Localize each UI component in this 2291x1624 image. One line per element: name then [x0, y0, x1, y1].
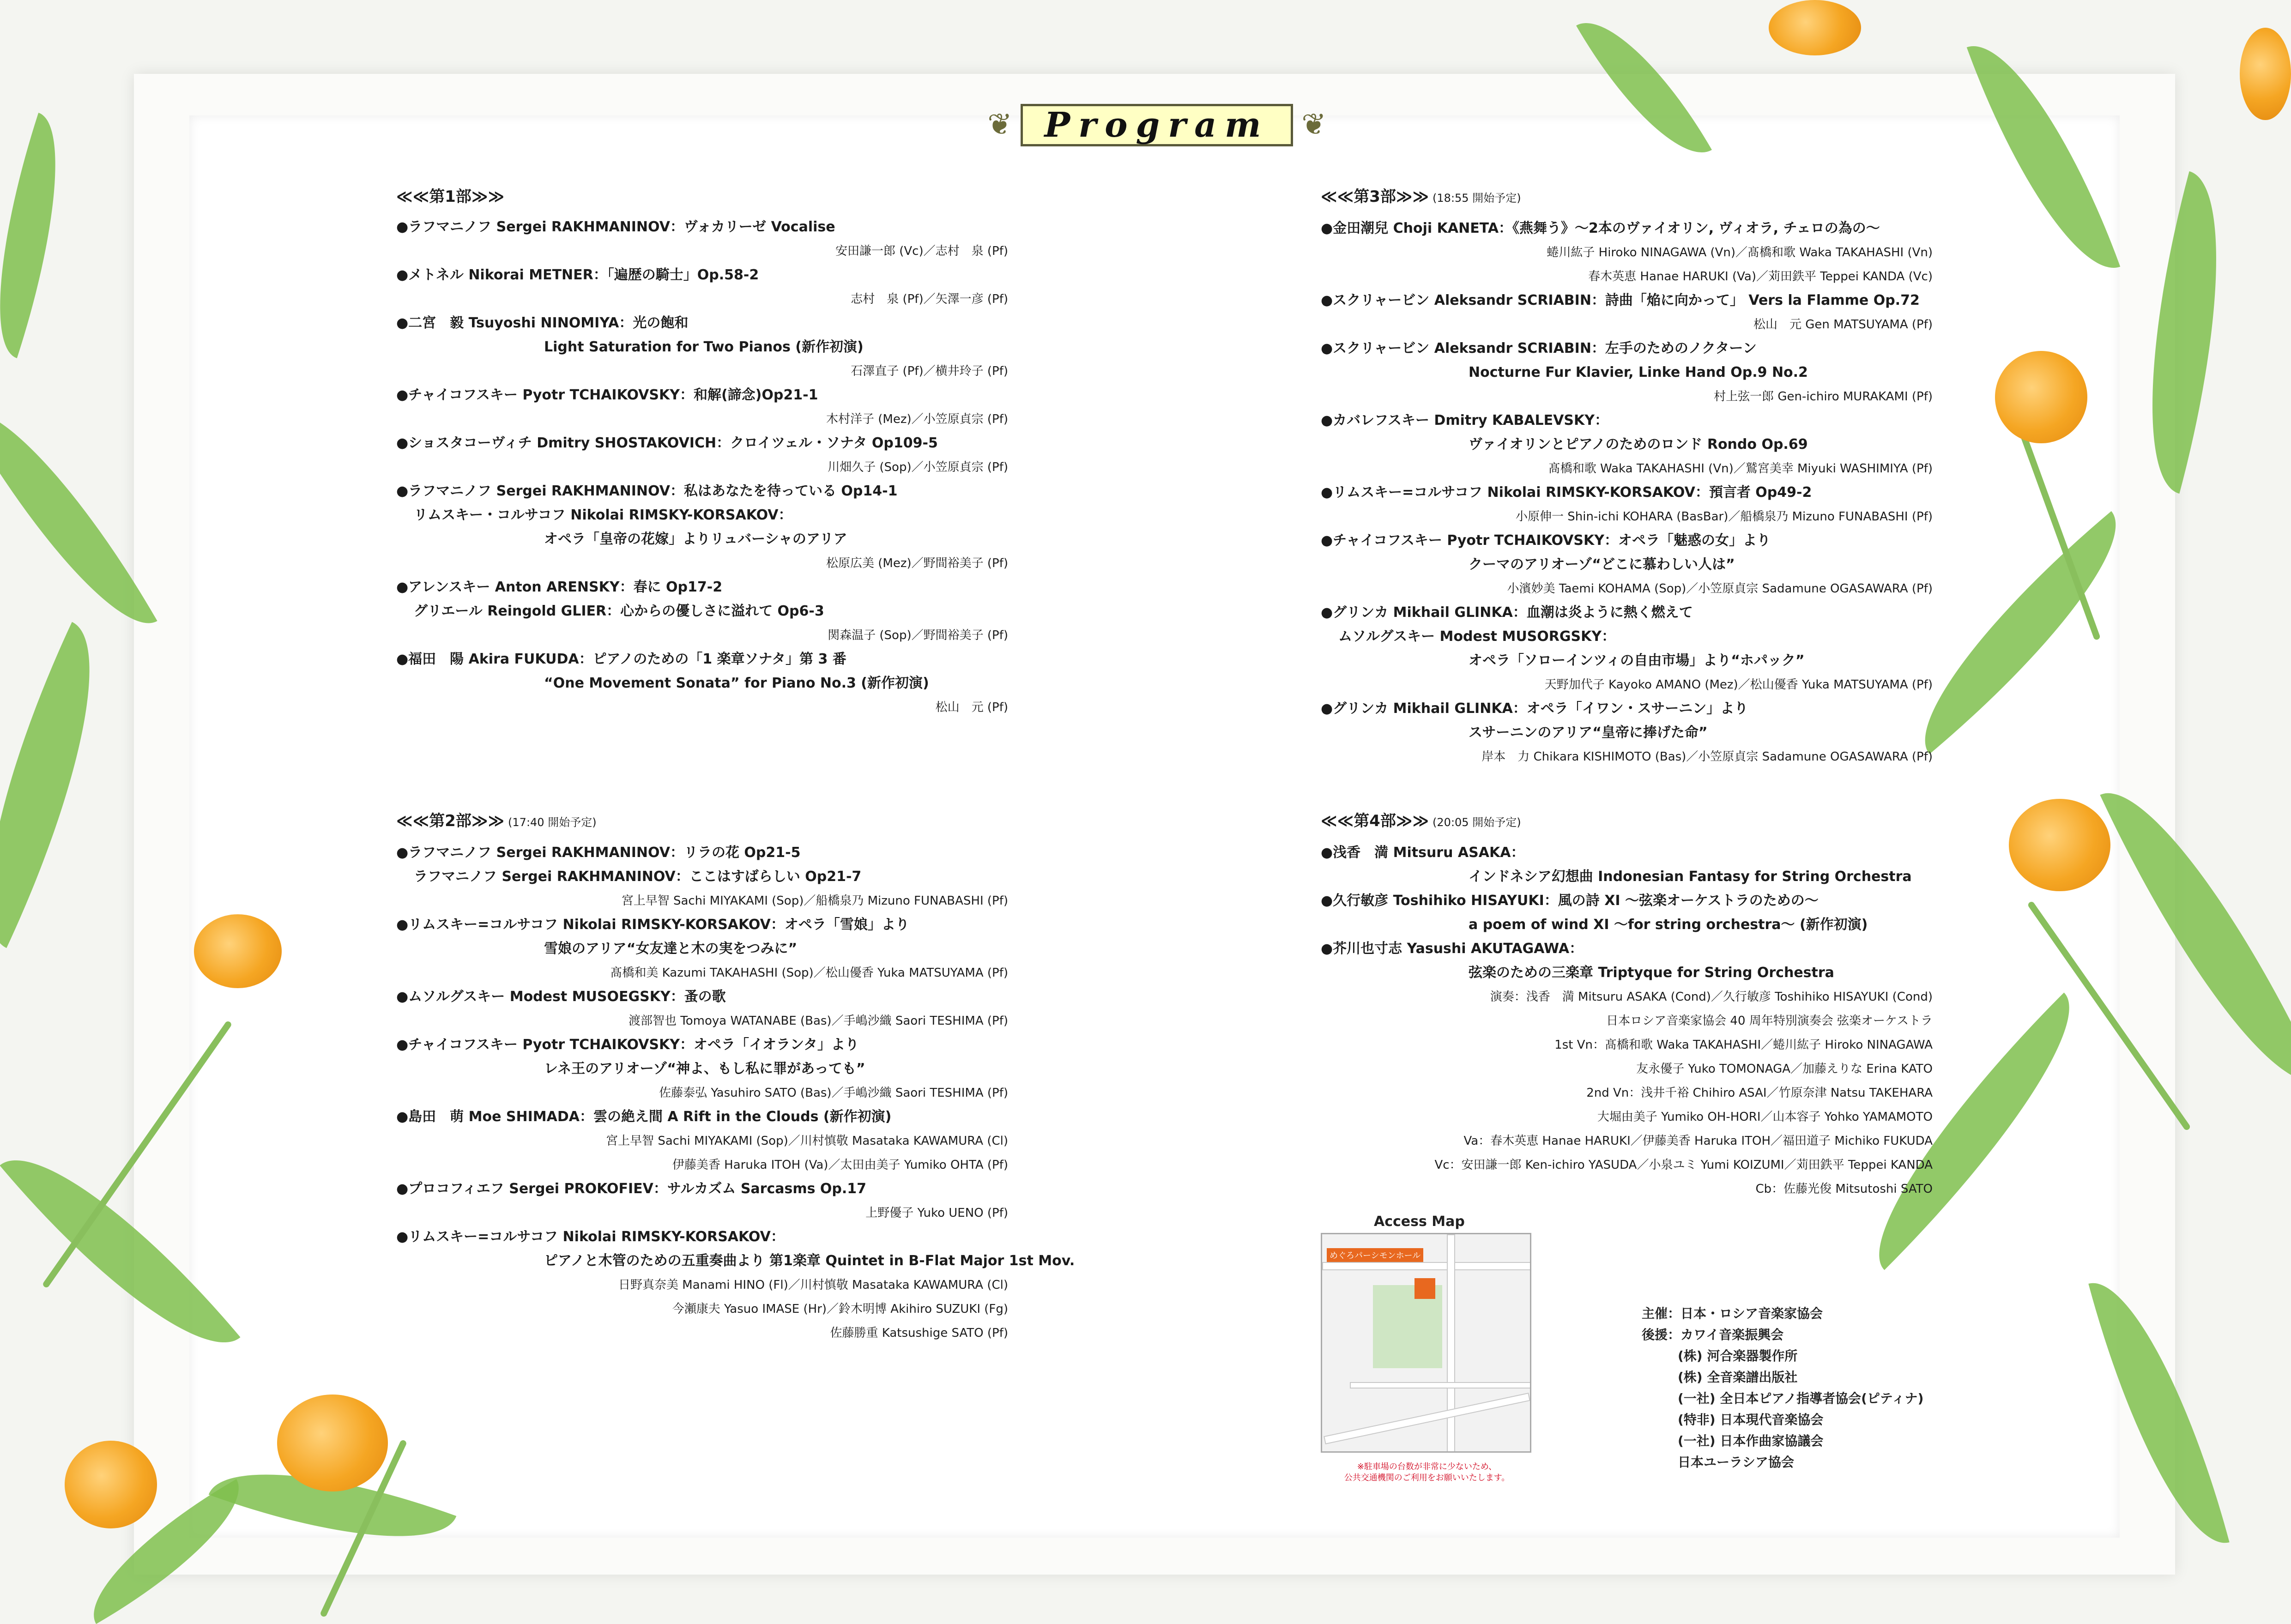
program-item [396, 263, 1008, 311]
part3-items [1321, 217, 1933, 769]
piece-title: ●スクリャービン Aleksandr SCRIABIN：詩曲「焔に向かって」 Vers la Flamme Op.72 [1321, 292, 1920, 308]
piece-title: ●ムソルグスキー Modest MUSOEGSKY：蚤の歌 [396, 989, 726, 1005]
performers: 木村洋子 (Mez)／小笠原貞宗 (Pf) [826, 412, 1008, 426]
program-item [396, 913, 1008, 985]
piece-detail: クーマのアリオーゾ“どこに慕わしい人は” [1469, 556, 1735, 573]
performers: 石澤直子 (Pf)／横井玲子 (Pf) [851, 364, 1008, 378]
section-heading: ≪≪第1部≫≫ [396, 187, 505, 206]
performers: 蜷川紘子 Hiroko NINAGAWA (Vn)／髙橋和歌 Waka TAKAHASHI (Vn) [1547, 246, 1933, 260]
program-item [1321, 601, 1933, 697]
program-item [1321, 289, 1933, 337]
piece-subtitle: ムソルグスキー Modest MUSORGSKY： [1338, 628, 1616, 645]
piece-detail: オペラ「皇帝の花嫁」よりリュバーシャのアリア [544, 531, 847, 547]
performers: 日野真奈美 Manami HINO (Fl)／川村慎敬 Masataka KAWAMURA (Cl) [618, 1278, 1008, 1292]
performers: 渡部智也 Tomoya WATANABE (Bas)／手嶋沙織 Saori TESHIMA (Pf) [629, 1014, 1008, 1028]
performers: 日本ロシア音楽家協会 40 周年特別演奏会 弦楽オーケストラ [1606, 1014, 1933, 1028]
piece-title: ●スクリャービン Aleksandr SCRIABIN：左手のためのノクターン [1321, 340, 1757, 356]
program-item [396, 1033, 1008, 1105]
support-line: 後援：カワイ音楽振興会 [1642, 1327, 1784, 1342]
program-item [396, 479, 1008, 575]
piece-title: ●金田潮兒 Choji KANETA：《燕舞う》～2本のヴァイオリン, ヴィオラ, チェロの為の～ [1321, 220, 1880, 236]
piece-detail: 弦楽のための三楽章 Triptyque for String Orchestra [1469, 965, 1834, 981]
performers: 宮上早智 Sachi MIYAKAMI (Sop)／船橋泉乃 Mizuno FUNABASHI (Pf) [621, 894, 1008, 908]
piece-title: ●プロコフィエフ Sergei PROKOFIEV：サルカズム Sarcasms Op.17 [396, 1181, 867, 1197]
supporter: (特非) 日本現代音楽協会 [1678, 1412, 1824, 1427]
performers: 小濱妙美 Taemi KOHAMA (Sop)／小笠原貞宗 Sadamune OGASAWARA (Pf) [1507, 582, 1933, 596]
piece-detail: ピアノと木管のための五重奏曲より 第1楽章 Quintet in B-Flat Major 1st Mov. [544, 1253, 1075, 1269]
piece-title: ●グリンカ Mikhail GLINKA：オペラ「イワン・スサーニン」より [1321, 700, 1748, 717]
program-title-banner [984, 95, 1330, 155]
program-item [1321, 937, 1933, 1201]
program-item [1321, 409, 1933, 481]
performers: 志村 泉 (Pf)／矢澤一彦 (Pf) [851, 292, 1008, 306]
piece-title: ●カバレフスキー Dmitry KABALEVSKY： [1321, 412, 1608, 429]
piece-title: ●ラフマニノフ Sergei RAKHMANINOV：リラの花 Op21-5 [396, 845, 801, 861]
page-title: Program [1044, 105, 1269, 145]
performers: 髙橋和歌 Waka TAKAHASHI (Vn)／鷲宮美幸 Miyuki WASHIMIYA (Pf) [1548, 462, 1933, 476]
piece-title: ●チャイコフスキー Pyotr TCHAIKOVSKY：オペラ「魅惑の女」より [1321, 532, 1771, 549]
part4-items [1321, 841, 1933, 1201]
piece-detail: Light Saturation for Two Pianos (新作初演) [544, 339, 864, 355]
ornament-left-icon: ❦ [987, 108, 1012, 142]
piece-title: ●久行敏彦 Toshihiko HISAYUKI：風の詩 XI ～弦楽オーケストラのための～ [1321, 893, 1819, 909]
access-map[interactable] [1321, 1233, 1531, 1453]
performers: 佐藤泰弘 Yasuhiro SATO (Bas)／手嶋沙織 Saori TESHIMA (Pf) [659, 1086, 1008, 1100]
supporter: (株) 全音楽譜出版社 [1678, 1370, 1798, 1385]
piece-title: ●リムスキー=コルサコフ Nikolai RIMSKY-KORSAKOV：オペラ「雪娘」より [396, 917, 909, 933]
performers: 岸本 力 Chikara KISHIMOTO (Bas)／小笠原貞宗 Sadamune OGASAWARA (Pf) [1481, 750, 1933, 764]
piece-title: ●ショスタコーヴィチ Dmitry SHOSTAKOVICH：クロイツェル・ソナタ Op109-5 [396, 435, 938, 451]
program-item [1321, 337, 1933, 409]
piece-title: ●アレンスキー Anton ARENSKY：春に Op17-2 [396, 579, 723, 595]
piece-title: ●ラフマニノフ Sergei RAKHMANINOV：ヴォカリーゼ Vocalise [396, 219, 835, 235]
piece-title: ●チャイコフスキー Pyotr TCHAIKOVSKY：和解(諦念)Op21-1 [396, 387, 818, 403]
supporter: 日本ユーラシア協会 [1678, 1455, 1795, 1470]
map-note: ※駐車場の台数が非常に少ないため、 公共交通機関のご利用をお願いいたします。 [1344, 1462, 1510, 1483]
map-hall-label: めぐろパーシモンホール [1327, 1248, 1423, 1262]
performers: 伊藤美香 Haruka ITOH (Va)／太田由美子 Yumiko OHTA (Pf) [672, 1158, 1008, 1172]
program-item [1321, 481, 1933, 529]
piece-detail: Nocturne Fur Klavier, Linke Hand Op.9 No.2 [1469, 364, 1808, 380]
program-item [396, 647, 1008, 719]
piece-subtitle: ラフマニノフ Sergei RAKHMANINOV：ここはすばらしい Op21-7 [414, 869, 862, 885]
program-item [396, 1225, 1075, 1345]
performers: 小原伸一 Shin-ichi KOHARA (BasBar)／船橋泉乃 Mizuno FUNABASHI (Pf) [1515, 510, 1933, 524]
program-item [1321, 217, 1933, 289]
piece-detail: オペラ「ソローインツィの自由市場」より“ホパック” [1469, 652, 1805, 669]
performers: 佐藤勝重 Katsushige SATO (Pf) [830, 1326, 1008, 1340]
piece-title: ●福田 陽 Akira FUKUDA：ピアノのための「1 楽章ソナタ」第 3 番 [396, 651, 846, 667]
part1-items [396, 215, 1008, 719]
performers: 松山 元 (Pf) [935, 700, 1008, 714]
host-line: 主催：日本・ロシア音楽家協会 [1642, 1306, 1823, 1321]
map-road [1447, 1234, 1455, 1453]
piece-detail: スサーニンのアリア“皇帝に捧げた命” [1469, 724, 1708, 741]
piece-title: ●ラフマニノフ Sergei RAKHMANINOV：私はあなたを待っている Op14-1 [396, 483, 898, 499]
piece-title: ●二宮 毅 Tsuyoshi NINOMIYA：光の飽和 [396, 315, 689, 331]
piece-title: ●リムスキー=コルサコフ Nikolai RIMSKY-KORSAKOV： [396, 1229, 785, 1245]
performers: 村上弦一郎 Gen-ichiro MURAKAMI (Pf) [1714, 390, 1933, 404]
ornament-right-icon: ❦ [1301, 108, 1326, 142]
performers: 関森温子 (Sop)／野間裕美子 (Pf) [828, 628, 1008, 642]
piece-title: ●グリンカ Mikhail GLINKA：血潮は炎ように熱く燃えて [1321, 604, 1693, 621]
piece-title: ●メトネル Nikorai METNER：「遍歴の騎士」Op.58-2 [396, 267, 759, 283]
performers: 宮上早智 Sachi MIYAKAMI (Sop)／川村慎敬 Masataka KAWAMURA (Cl) [606, 1134, 1008, 1148]
performers: 大堀由美子 Yumiko OH-HORI／山本容子 Yohko YAMAMOTO [1597, 1110, 1933, 1124]
supporter: (一社) 日本作曲家協議会 [1678, 1433, 1824, 1449]
performers: 天野加代子 Kayoko AMANO (Mez)／松山優香 Yuka MATSUYAMA (Pf) [1544, 678, 1933, 692]
title-box [1021, 104, 1293, 146]
piece-subtitle: グリエール Reingold GLIER：心からの優しさに溢れて Op6-3 [414, 603, 824, 619]
piece-title: ●浅香 満 Mitsuru ASAKA： [1321, 845, 1525, 861]
program-item [396, 841, 1008, 913]
map-hall-marker [1414, 1278, 1435, 1299]
performers: 友永優子 Yuko TOMONAGA／加藤えりな Erina KATO [1636, 1062, 1933, 1076]
performers: Cb：佐藤光俊 Mitsutoshi SATO [1755, 1182, 1933, 1196]
program-item [396, 311, 1008, 383]
piece-subtitle: リムスキー・コルサコフ Nikolai RIMSKY-KORSAKOV： [414, 507, 792, 523]
piece-detail: ヴァイオリンとピアノのためのロンド Rondo Op.69 [1469, 436, 1808, 453]
section-heading: ≪≪第2部≫≫ (17:40 開始予定) [396, 812, 597, 830]
performers: 髙橋和美 Kazumi TAKAHASHI (Sop)／松山優香 Yuka MATSUYAMA (Pf) [610, 966, 1008, 980]
access-map-title: Access Map [1374, 1213, 1465, 1230]
performers: Va：春木英恵 Hanae HARUKI／伊藤美香 Haruka ITOH／福田道子 Michiko FUKUDA [1463, 1134, 1933, 1148]
performers: 松原広美 (Mez)／野間裕美子 (Pf) [826, 556, 1008, 570]
part4-section [1321, 809, 1933, 1201]
piece-detail: レネ王のアリオーゾ“神よ、もし私に罪があっても” [544, 1061, 865, 1077]
part1-section [396, 185, 1008, 719]
performers: 演奏：浅香 満 Mitsuru ASAKA (Cond)／久行敏彦 Toshihiko HISAYUKI (Cond) [1490, 990, 1933, 1004]
performers: 安田謙一郎 (Vc)／志村 泉 (Pf) [835, 244, 1008, 258]
program-item [396, 985, 1008, 1033]
program-item [1321, 697, 1933, 769]
piece-title: ●チャイコフスキー Pyotr TCHAIKOVSKY：オペラ「イオランタ」より [396, 1037, 859, 1053]
piece-detail: “One Movement Sonata” for Piano No.3 (新作初演) [544, 675, 929, 691]
map-road [1324, 1393, 1530, 1444]
piece-title: ●芥川也寸志 Yasushi AKUTAGAWA： [1321, 941, 1584, 957]
program-item [1321, 841, 1933, 889]
performers: 松山 元 Gen MATSUYAMA (Pf) [1753, 318, 1933, 332]
part2-items [396, 841, 1075, 1345]
part2-section [396, 809, 1075, 1345]
program-item [1321, 889, 1933, 937]
performers: 2nd Vn：浅井千裕 Chihiro ASAI／竹原奈津 Natsu TAKEHARA [1586, 1086, 1933, 1100]
map-road [1322, 1262, 1531, 1270]
supporter: (一社) 全日本ピアノ指導者協会(ピティナ) [1678, 1391, 1924, 1406]
performers: 上野優子 Yuko UENO (Pf) [865, 1206, 1008, 1220]
part3-section [1321, 185, 1933, 769]
map-road [1350, 1382, 1531, 1389]
organizers [1642, 1303, 1923, 1473]
piece-detail: 雪娘のアリア“女友達と木の実をつみに” [544, 941, 798, 957]
supporter: (株) 河合楽器製作所 [1678, 1348, 1798, 1364]
piece-detail: a poem of wind XI ～for string orchestra～ (新作初演) [1469, 917, 1868, 933]
program-item [396, 1105, 1008, 1177]
piece-detail: インドネシア幻想曲 Indonesian Fantasy for String Orchestra [1469, 869, 1912, 885]
piece-title: ●リムスキー=コルサコフ Nikolai RIMSKY-KORSAKOV：預言者 Op49-2 [1321, 484, 1812, 501]
performers: 1st Vn：髙橋和歌 Waka TAKAHASHI／蜷川紘子 Hiroko NINAGAWA [1554, 1038, 1933, 1052]
program-item [396, 1177, 1008, 1225]
performers: 春木英恵 Hanae HARUKI (Va)／苅田鉄平 Teppei KANDA (Vc) [1588, 270, 1933, 284]
section-heading: ≪≪第4部≫≫ (20:05 開始予定) [1321, 812, 1521, 830]
program-item [396, 383, 1008, 431]
program-item [396, 215, 1008, 263]
performers: 今瀬康夫 Yasuo IMASE (Hr)／鈴木明博 Akihiro SUZUKI (Fg) [672, 1302, 1008, 1316]
section-heading: ≪≪第3部≫≫ (18:55 開始予定) [1321, 187, 1521, 206]
piece-title: ●島田 萌 Moe SHIMADA：雲の絶え間 A Rift in the Clouds (新作初演) [396, 1109, 892, 1125]
performers: 川畑久子 (Sop)／小笠原貞宗 (Pf) [828, 460, 1008, 474]
program-item [396, 575, 1008, 647]
performers: Vc：安田謙一郎 Ken-ichiro YASUDA／小泉ユミ Yumi KOIZUMI／苅田鉄平 Teppei KANDA [1434, 1158, 1933, 1172]
program-item [396, 431, 1008, 479]
program-item [1321, 529, 1933, 601]
